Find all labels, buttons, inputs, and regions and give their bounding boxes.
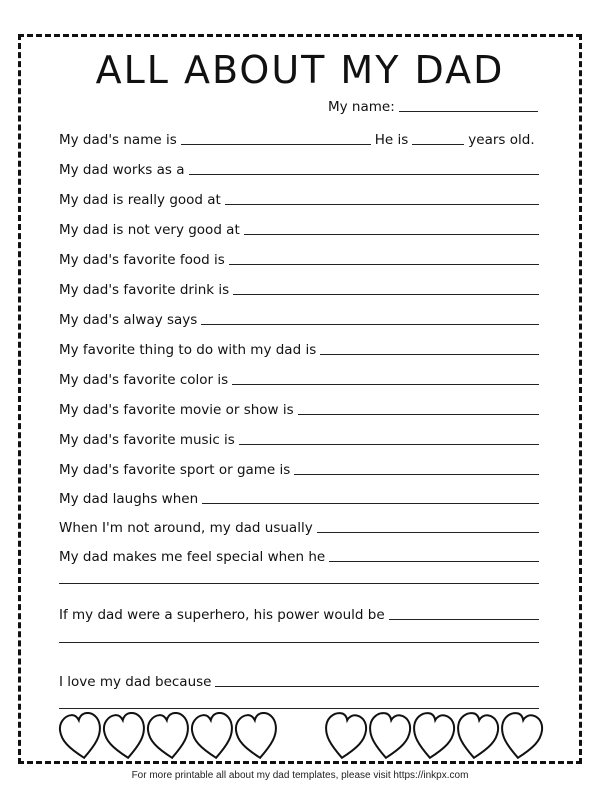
dad-age-prefix: He is: [374, 132, 409, 148]
prompt-row: [59, 186, 539, 208]
prompt-row: [59, 485, 539, 507]
prompt-row: [59, 543, 539, 565]
prompt-label: My dad's favorite color is: [59, 372, 229, 388]
prompt-label: My dad's favorite food is: [59, 252, 225, 268]
heart-icon: [366, 712, 412, 761]
answer-blank[interactable]: [244, 234, 539, 235]
answer-blank[interactable]: [239, 444, 539, 445]
superhero-blank-continued[interactable]: [59, 642, 539, 643]
prompt-row: [59, 336, 539, 358]
prompt-row: [59, 216, 539, 238]
prompt-row: [59, 426, 539, 448]
heart-icon: [58, 712, 104, 761]
prompt-row: [59, 276, 539, 298]
superhero-row: [59, 601, 539, 623]
prompt-label: My dad laughs when: [59, 491, 199, 507]
love-blank-continued[interactable]: [59, 708, 539, 709]
heart-icon: [102, 712, 148, 761]
answer-blank[interactable]: [233, 294, 539, 295]
answer-blank[interactable]: [229, 264, 539, 265]
prompt-label: My dad's favorite music is: [59, 432, 235, 448]
heart-icon: [498, 712, 544, 761]
prompt-label: My favorite thing to do with my dad is: [59, 342, 317, 358]
dad-age-suffix: years old.: [468, 132, 535, 148]
prompt-label: My dad's favorite drink is: [59, 282, 230, 298]
prompt-row: [59, 396, 539, 418]
love-blank[interactable]: [215, 686, 539, 687]
prompt-label: My dad's favorite movie or show is: [59, 402, 294, 418]
prompt-label: My dad's favorite sport or game is: [59, 462, 291, 478]
my-name-label: My name:: [328, 99, 395, 115]
prompt-row: [59, 366, 539, 388]
heart-icon: [190, 712, 236, 761]
dad-age-blank[interactable]: [412, 144, 464, 145]
footer-credit: For more printable all about my dad templates, please visit https://inkpx.com: [131, 770, 469, 781]
answer-blank[interactable]: [298, 414, 539, 415]
heart-icon: [234, 712, 280, 761]
heart-icon: [146, 712, 192, 761]
answer-blank[interactable]: [232, 384, 539, 385]
prompt-row: [59, 156, 539, 178]
prompt-label: My dad works as a: [59, 162, 185, 178]
page-title: ALL ABOUT MY DAD: [95, 48, 505, 92]
answer-blank[interactable]: [329, 561, 539, 562]
heart-icon: [322, 712, 368, 761]
prompt-label: When I'm not around, my dad usually: [59, 520, 313, 536]
prompt-row: [59, 306, 539, 328]
prompt-row: [59, 456, 539, 478]
prompt-label: My dad makes me feel special when he: [59, 549, 326, 565]
answer-blank-continued[interactable]: [59, 583, 539, 584]
my-name-blank[interactable]: [399, 111, 538, 112]
answer-blank[interactable]: [320, 354, 539, 355]
prompt-row: [59, 246, 539, 268]
dad-name-label: My dad's name is: [59, 132, 177, 148]
dad-name-blank[interactable]: [181, 144, 371, 145]
dad-name-row: [59, 126, 539, 148]
answer-blank[interactable]: [294, 474, 539, 475]
superhero-label: If my dad were a superhero, his power would be: [59, 607, 385, 623]
love-row: [59, 668, 539, 690]
prompt-label: My dad is really good at: [59, 192, 221, 208]
love-label: I love my dad because: [59, 674, 212, 690]
heart-icon: [410, 712, 456, 761]
my-name-row: [328, 93, 538, 115]
answer-blank[interactable]: [225, 204, 539, 205]
superhero-blank[interactable]: [389, 619, 539, 620]
answer-blank[interactable]: [317, 532, 539, 533]
answer-blank[interactable]: [202, 503, 539, 504]
prompt-label: My dad is not very good at: [59, 222, 240, 238]
prompt-label: My dad's alway says: [59, 312, 198, 328]
answer-blank[interactable]: [189, 174, 540, 175]
prompt-row: [59, 514, 539, 536]
heart-icon: [454, 712, 500, 761]
answer-blank[interactable]: [201, 324, 539, 325]
hearts-decoration: [58, 712, 548, 764]
